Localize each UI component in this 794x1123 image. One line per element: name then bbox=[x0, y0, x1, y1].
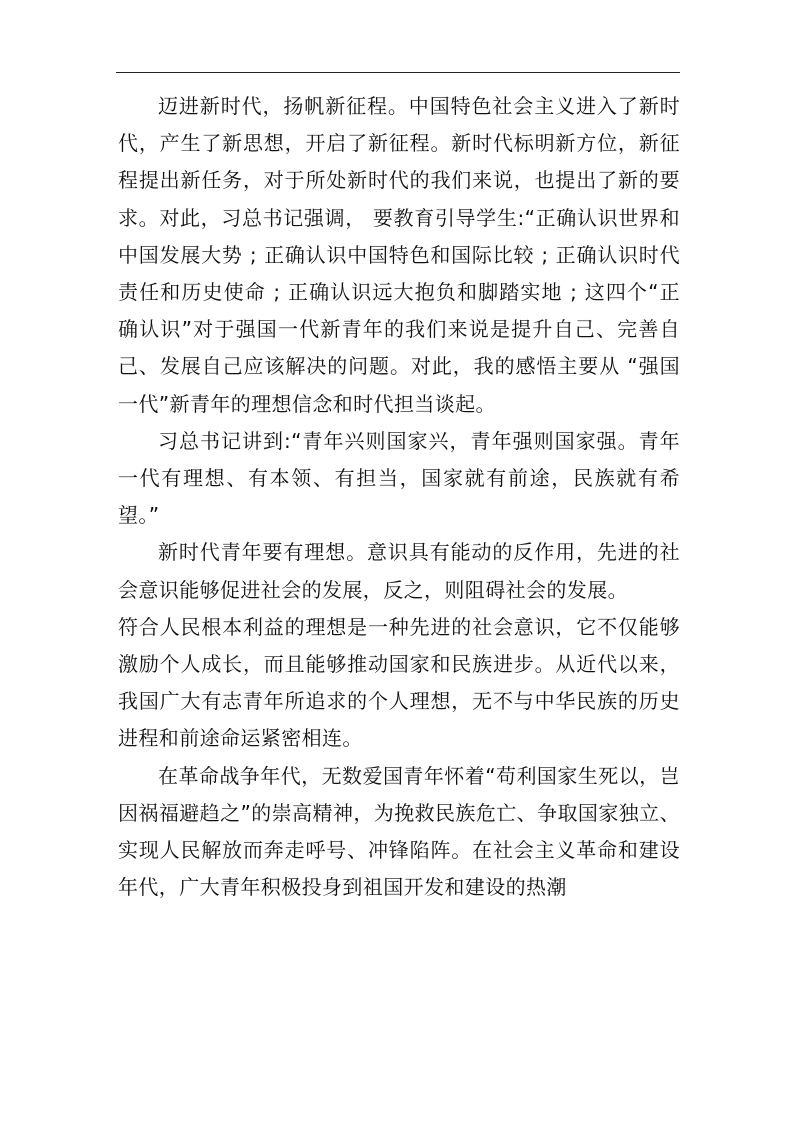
paragraph-xi-quote: 习总书记讲到:“青年兴则国家兴，青年强则国家强。青年一代有理想、有本领、有担当，国家就有前途，民族就有希望。” bbox=[118, 428, 680, 528]
paragraph-revolutionary-era: 在革命战争年代，无数爱国青年怀着“苟利国家生死以，岂因祸福避趋之”的崇高精神，为挽救民族危亡、争取国家独立、实现人民解放而奔走呼号、冲锋陷阵。在社会主义革命和建设年代，广大青年积极投身到祖国开发和建设的热潮 bbox=[118, 763, 680, 900]
paragraph-new-era: 迈进新时代，扬帆新征程。中国特色社会主义进入了新时代，产生了新思想，开启了新征程。新时代标明新方位，新征程提出新任务，对于所处新时代的我们来说，也提出了新的要求。对此，习总书记强调， 要教育引导学生:“正确认识世界和中国发展大势 ; 正确认识中国特色和国际比较 ; 正确认识时代责任和历史使命 ; 正确认识远大抱负和脚踏实地 ; 这四个“正确认识”对于强国一代新青年的我们来说是提升自己、完善自己、发展自己应该解决的问题。对此，我的感悟主要从 “强国一代”新青年的理想信念和时代担当谈起。 bbox=[118, 94, 680, 416]
paragraph-advanced-consciousness: 符合人民根本利益的理想是一种先进的社会意识，它不仅能够激励个人成长，而且能够推动国家和民族进步。从近代以来，我国广大有志青年所追求的个人理想，无不与中华民族的历史进程和前途命运紧密相连。 bbox=[118, 614, 680, 751]
document-body bbox=[118, 88, 680, 906]
header-rule bbox=[116, 72, 680, 73]
paragraph-youth-ideals: 新时代青年要有理想。意识具有能动的反作用，先进的社会意识能够促进社会的发展，反之，则阻碍社会的发展。 bbox=[118, 540, 680, 602]
